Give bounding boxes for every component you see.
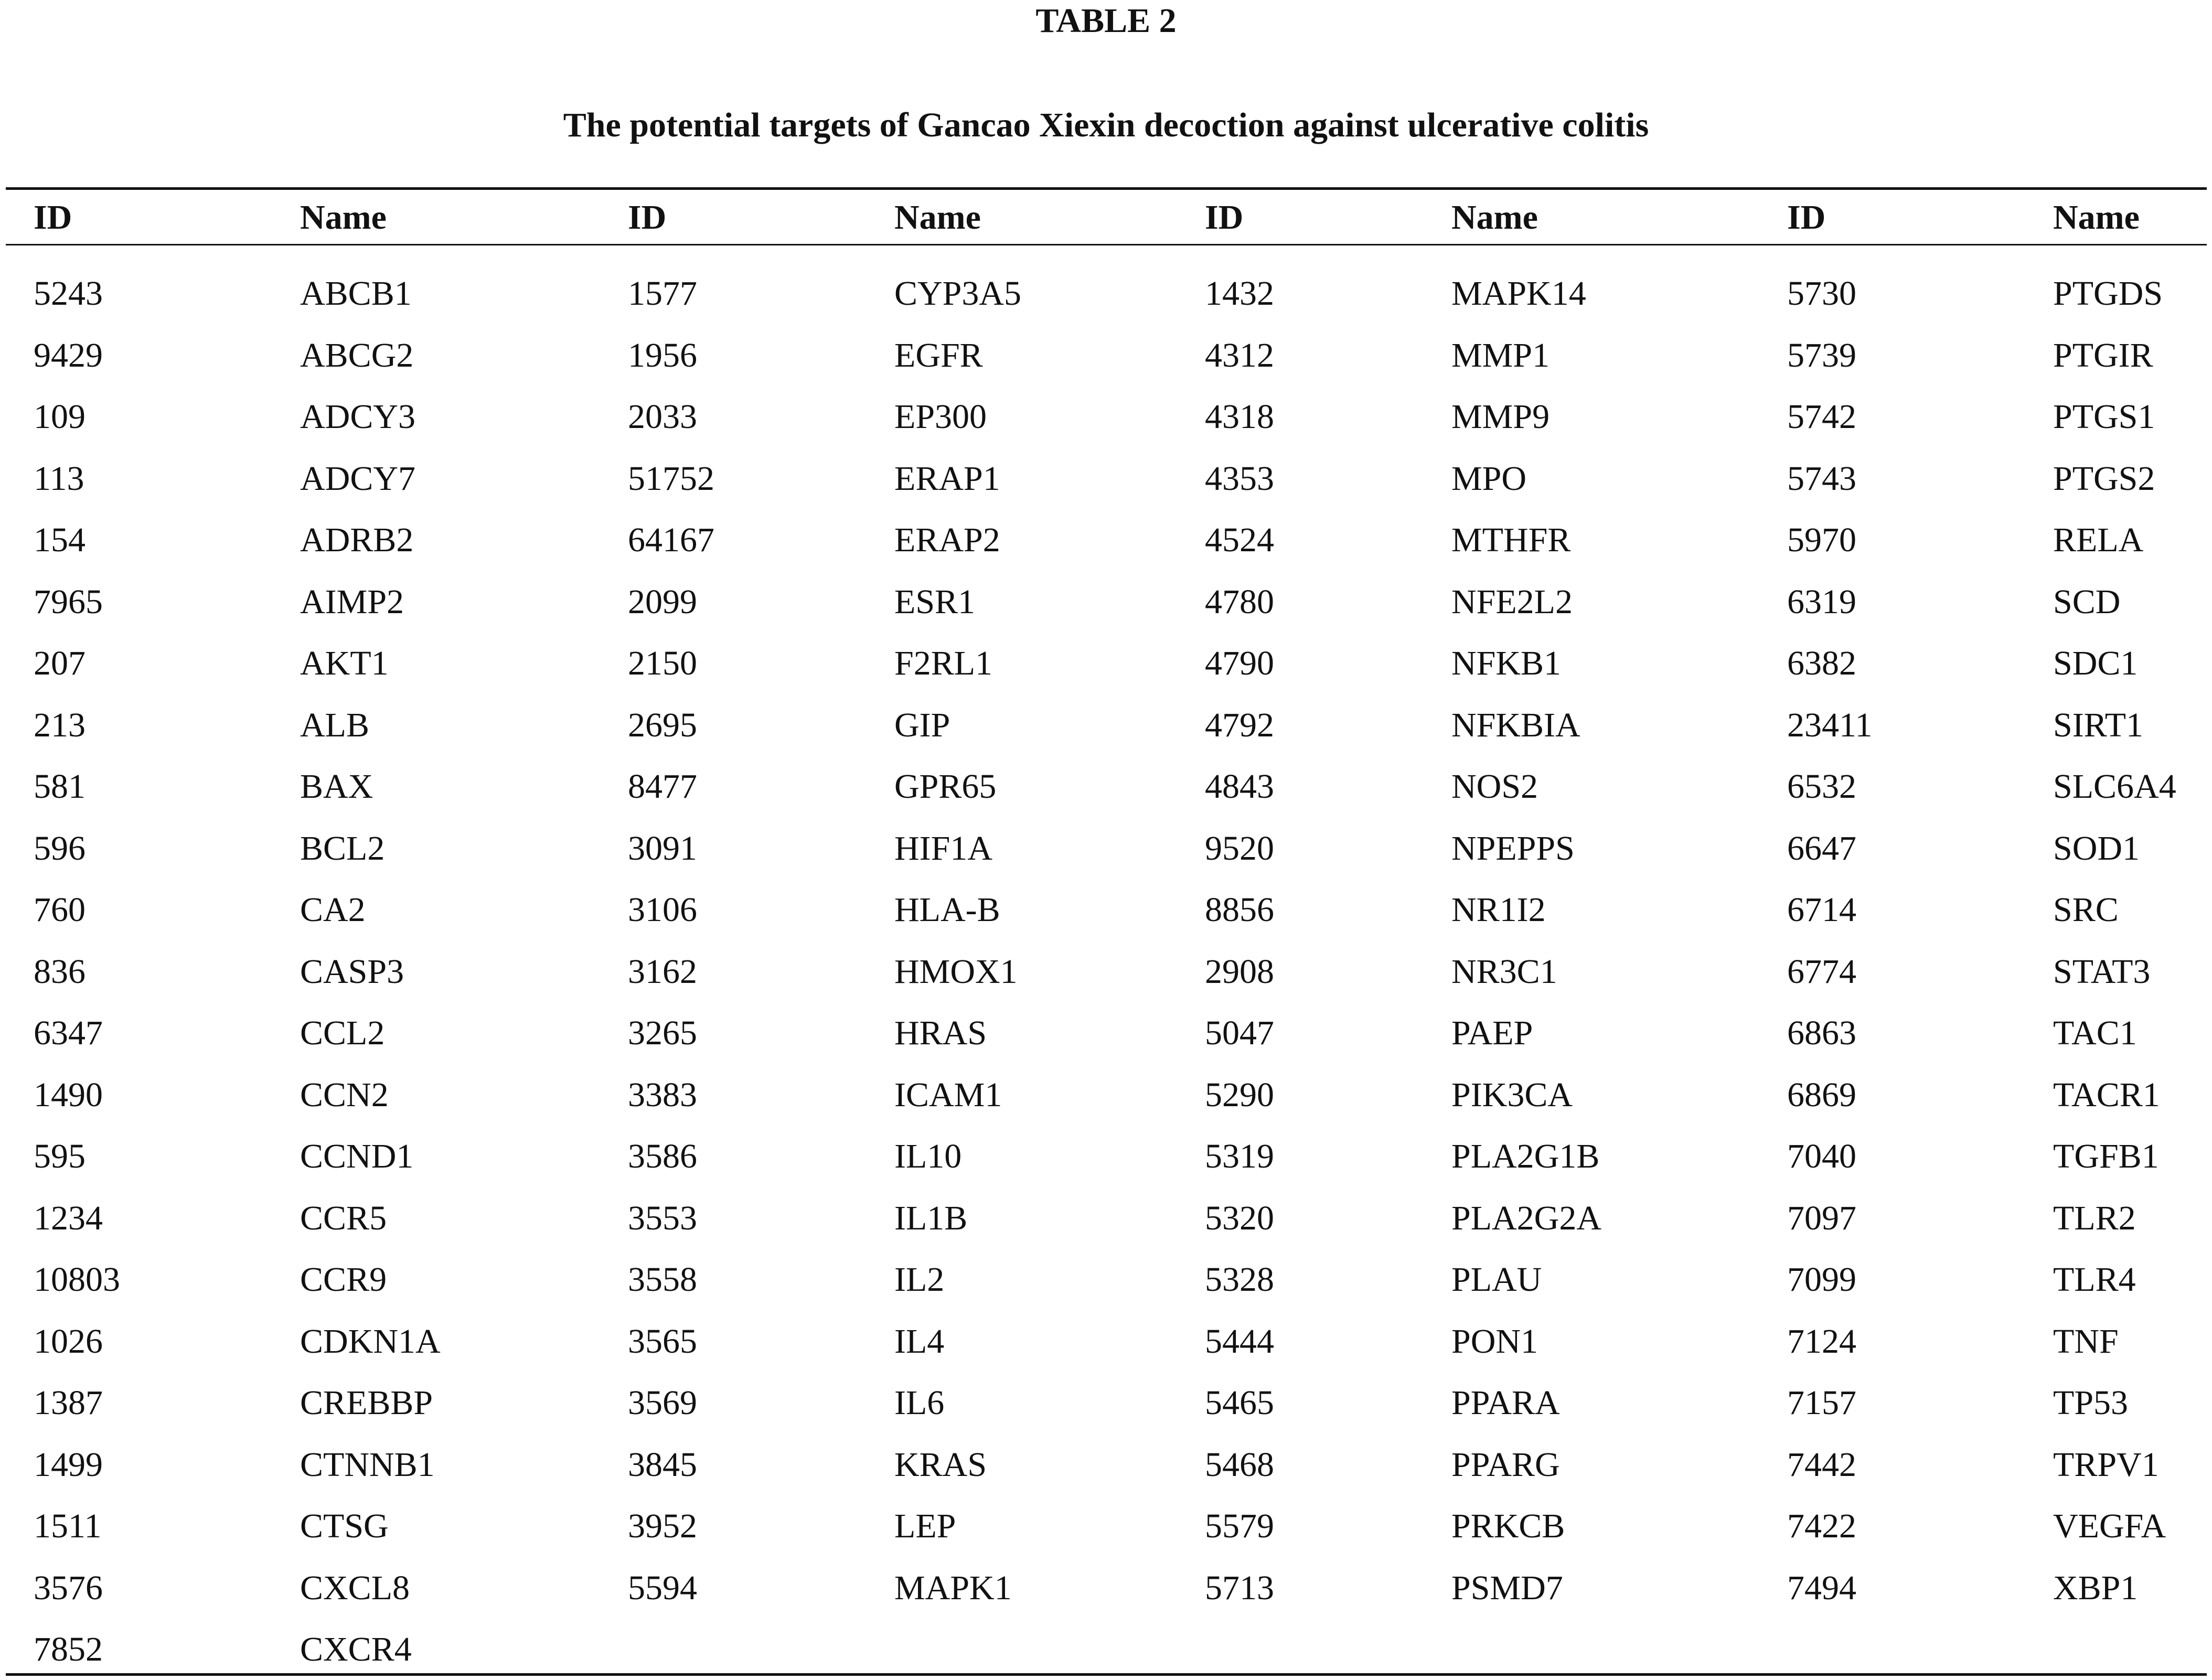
cell-gene-id: 3091 (628, 829, 697, 868)
cell-gene-name: CXCL8 (300, 1568, 410, 1607)
cell-gene-id: 5320 (1205, 1199, 1274, 1237)
cell-gene-name: PTGDS (2053, 274, 2163, 313)
cell-gene-id: 109 (34, 398, 86, 436)
cell-gene-id: 5468 (1205, 1445, 1274, 1484)
header-id: ID (628, 198, 667, 237)
cell-gene-id: 7422 (1787, 1507, 1856, 1545)
cell-gene-name: MMP9 (1451, 398, 1550, 436)
cell-gene-id: 6382 (1787, 644, 1856, 682)
cell-gene-name: SIRT1 (2053, 705, 2144, 744)
cell-gene-id: 6774 (1787, 952, 1856, 991)
header-name: Name (2053, 198, 2140, 237)
cell-gene-name: CASP3 (300, 952, 404, 991)
cell-gene-name: ADRB2 (300, 521, 414, 559)
cell-gene-id: 5713 (1205, 1568, 1274, 1607)
cell-gene-id: 7124 (1787, 1322, 1856, 1361)
header-bottom-rule (6, 244, 2207, 245)
cell-gene-id: 3106 (628, 891, 697, 929)
cell-gene-name: NOS2 (1451, 767, 1538, 806)
cell-gene-name: IL4 (894, 1322, 945, 1361)
cell-gene-name: CCN2 (300, 1075, 389, 1114)
cell-gene-name: CCL2 (300, 1014, 385, 1052)
cell-gene-id: 6347 (34, 1014, 103, 1052)
cell-gene-name: PRKCB (1451, 1507, 1565, 1545)
table-top-rule (6, 187, 2207, 190)
cell-gene-id: 1490 (34, 1075, 103, 1114)
cell-gene-id: 1956 (628, 336, 697, 374)
cell-gene-name: SCD (2053, 582, 2121, 621)
cell-gene-id: 207 (34, 644, 86, 682)
cell-gene-name: LEP (894, 1507, 956, 1545)
cell-gene-name: PTGIR (2053, 336, 2153, 374)
cell-gene-name: BCL2 (300, 829, 385, 868)
cell-gene-id: 1511 (34, 1507, 102, 1545)
cell-gene-name: CXCR4 (300, 1630, 412, 1668)
cell-gene-name: AKT1 (300, 644, 389, 682)
cell-gene-id: 4353 (1205, 459, 1274, 498)
cell-gene-name: PTGS1 (2053, 398, 2155, 436)
cell-gene-id: 2033 (628, 398, 697, 436)
cell-gene-id: 5742 (1787, 398, 1856, 436)
cell-gene-id: 3553 (628, 1199, 697, 1237)
cell-gene-name: XBP1 (2053, 1568, 2138, 1607)
cell-gene-id: 5739 (1787, 336, 1856, 374)
cell-gene-name: NPEPPS (1451, 829, 1575, 868)
cell-gene-name: ADCY7 (300, 459, 416, 498)
cell-gene-id: 5290 (1205, 1075, 1274, 1114)
cell-gene-id: 5594 (628, 1568, 697, 1607)
cell-gene-name: PLAU (1451, 1260, 1542, 1299)
cell-gene-name: CYP3A5 (894, 274, 1022, 313)
cell-gene-name: HRAS (894, 1014, 987, 1052)
cell-gene-name: RELA (2053, 521, 2144, 559)
cell-gene-name: ADCY3 (300, 398, 416, 436)
table-title: The potential targets of Gancao Xiexin decoction against ulcerative colitis (563, 106, 1649, 144)
cell-gene-name: PPARG (1451, 1445, 1560, 1484)
cell-gene-id: 3383 (628, 1075, 697, 1114)
cell-gene-id: 4790 (1205, 644, 1274, 682)
cell-gene-id: 3162 (628, 952, 697, 991)
cell-gene-id: 5730 (1787, 274, 1856, 313)
cell-gene-id: 3952 (628, 1507, 697, 1545)
cell-gene-name: TP53 (2053, 1384, 2129, 1422)
cell-gene-id: 7040 (1787, 1137, 1856, 1175)
cell-gene-name: SDC1 (2053, 644, 2138, 682)
cell-gene-name: TAC1 (2053, 1014, 2137, 1052)
cell-gene-id: 6532 (1787, 767, 1856, 806)
cell-gene-id: 581 (34, 767, 86, 806)
cell-gene-id: 2908 (1205, 952, 1274, 991)
cell-gene-id: 51752 (628, 459, 714, 498)
cell-gene-id: 213 (34, 705, 86, 744)
cell-gene-id: 5047 (1205, 1014, 1274, 1052)
cell-gene-name: STAT3 (2053, 952, 2151, 991)
cell-gene-id: 2150 (628, 644, 697, 682)
cell-gene-name: MAPK14 (1451, 274, 1586, 313)
header-id: ID (1205, 198, 1244, 237)
cell-gene-id: 1577 (628, 274, 697, 313)
cell-gene-name: HLA-B (894, 891, 1000, 929)
cell-gene-id: 5319 (1205, 1137, 1274, 1175)
cell-gene-name: ALB (300, 705, 369, 744)
cell-gene-name: IL10 (894, 1137, 962, 1175)
cell-gene-id: 6319 (1787, 582, 1856, 621)
cell-gene-id: 3265 (628, 1014, 697, 1052)
cell-gene-name: PIK3CA (1451, 1075, 1573, 1114)
cell-gene-id: 596 (34, 829, 86, 868)
cell-gene-name: ERAP1 (894, 459, 1000, 498)
cell-gene-name: EGFR (894, 336, 983, 374)
cell-gene-id: 3845 (628, 1445, 697, 1484)
cell-gene-name: TACR1 (2053, 1075, 2160, 1114)
cell-gene-id: 5970 (1787, 521, 1856, 559)
cell-gene-id: 3565 (628, 1322, 697, 1361)
cell-gene-id: 4318 (1205, 398, 1274, 436)
cell-gene-name: PPARA (1451, 1384, 1560, 1422)
cell-gene-id: 6863 (1787, 1014, 1856, 1052)
cell-gene-name: CREBBP (300, 1384, 433, 1422)
cell-gene-name: CCR9 (300, 1260, 387, 1299)
cell-gene-name: ABCB1 (300, 274, 412, 313)
cell-gene-name: SOD1 (2053, 829, 2140, 868)
cell-gene-id: 9520 (1205, 829, 1274, 868)
cell-gene-id: 7852 (34, 1630, 103, 1668)
cell-gene-id: 7097 (1787, 1199, 1856, 1237)
cell-gene-name: ABCG2 (300, 336, 414, 374)
cell-gene-name: PAEP (1451, 1014, 1533, 1052)
cell-gene-id: 3569 (628, 1384, 697, 1422)
cell-gene-id: 6647 (1787, 829, 1856, 868)
cell-gene-id: 760 (34, 891, 86, 929)
cell-gene-id: 3576 (34, 1568, 103, 1607)
cell-gene-name: GIP (894, 705, 950, 744)
cell-gene-id: 2695 (628, 705, 697, 744)
cell-gene-id: 9429 (34, 336, 103, 374)
cell-gene-id: 4524 (1205, 521, 1274, 559)
cell-gene-name: MPO (1451, 459, 1527, 498)
cell-gene-name: PSMD7 (1451, 1568, 1563, 1607)
cell-gene-name: ESR1 (894, 582, 976, 621)
cell-gene-id: 1234 (34, 1199, 103, 1237)
cell-gene-name: PON1 (1451, 1322, 1538, 1361)
cell-gene-id: 5579 (1205, 1507, 1274, 1545)
cell-gene-name: VEGFA (2053, 1507, 2166, 1545)
cell-gene-name: TLR2 (2053, 1199, 2136, 1237)
cell-gene-name: MAPK1 (894, 1568, 1012, 1607)
cell-gene-id: 7157 (1787, 1384, 1856, 1422)
cell-gene-id: 1499 (34, 1445, 103, 1484)
cell-gene-name: F2RL1 (894, 644, 993, 682)
cell-gene-name: HMOX1 (894, 952, 1018, 991)
cell-gene-id: 5328 (1205, 1260, 1274, 1299)
cell-gene-name: ERAP2 (894, 521, 1000, 559)
cell-gene-name: SRC (2053, 891, 2119, 929)
cell-gene-name: NFKBIA (1451, 705, 1580, 744)
cell-gene-name: TNF (2053, 1322, 2119, 1361)
cell-gene-id: 4843 (1205, 767, 1274, 806)
cell-gene-name: NFKB1 (1451, 644, 1562, 682)
cell-gene-id: 64167 (628, 521, 714, 559)
cell-gene-name: TLR4 (2053, 1260, 2136, 1299)
cell-gene-id: 1432 (1205, 274, 1274, 313)
cell-gene-name: CCND1 (300, 1137, 414, 1175)
cell-gene-id: 6714 (1787, 891, 1856, 929)
cell-gene-id: 7494 (1787, 1568, 1856, 1607)
cell-gene-id: 8477 (628, 767, 697, 806)
cell-gene-name: EP300 (894, 398, 987, 436)
cell-gene-id: 7099 (1787, 1260, 1856, 1299)
cell-gene-id: 3586 (628, 1137, 697, 1175)
cell-gene-id: 113 (34, 459, 84, 498)
cell-gene-id: 3558 (628, 1260, 697, 1299)
cell-gene-id: 8856 (1205, 891, 1274, 929)
cell-gene-id: 4312 (1205, 336, 1274, 374)
cell-gene-name: GPR65 (894, 767, 997, 806)
table-label: TABLE 2 (1035, 2, 1177, 40)
header-id: ID (1787, 198, 1826, 237)
cell-gene-id: 1026 (34, 1322, 103, 1361)
cell-gene-name: SLC6A4 (2053, 767, 2176, 806)
cell-gene-id: 595 (34, 1137, 86, 1175)
cell-gene-id: 4792 (1205, 705, 1274, 744)
header-id: ID (34, 198, 72, 237)
cell-gene-id: 7965 (34, 582, 103, 621)
cell-gene-name: PLA2G2A (1451, 1199, 1602, 1237)
cell-gene-name: MMP1 (1451, 336, 1550, 374)
cell-gene-name: CCR5 (300, 1199, 387, 1237)
header-name: Name (1451, 198, 1538, 237)
cell-gene-id: 836 (34, 952, 86, 991)
cell-gene-id: 10803 (34, 1260, 120, 1299)
cell-gene-name: AIMP2 (300, 582, 404, 621)
cell-gene-name: HIF1A (894, 829, 993, 868)
cell-gene-name: PLA2G1B (1451, 1137, 1600, 1175)
cell-gene-id: 7442 (1787, 1445, 1856, 1484)
cell-gene-name: CTNNB1 (300, 1445, 435, 1484)
cell-gene-name: TGFB1 (2053, 1137, 2159, 1175)
cell-gene-name: BAX (300, 767, 373, 806)
cell-gene-id: 5243 (34, 274, 103, 313)
cell-gene-id: 1387 (34, 1384, 103, 1422)
cell-gene-name: IL2 (894, 1260, 945, 1299)
cell-gene-name: TRPV1 (2053, 1445, 2159, 1484)
cell-gene-name: CA2 (300, 891, 366, 929)
cell-gene-name: ICAM1 (894, 1075, 1002, 1114)
cell-gene-name: KRAS (894, 1445, 987, 1484)
cell-gene-id: 23411 (1787, 705, 1873, 744)
cell-gene-name: PTGS2 (2053, 459, 2155, 498)
cell-gene-id: 5465 (1205, 1384, 1274, 1422)
cell-gene-name: IL6 (894, 1384, 945, 1422)
cell-gene-name: NR1I2 (1451, 891, 1546, 929)
cell-gene-id: 2099 (628, 582, 697, 621)
cell-gene-id: 6869 (1787, 1075, 1856, 1114)
cell-gene-name: MTHFR (1451, 521, 1571, 559)
cell-gene-name: NFE2L2 (1451, 582, 1573, 621)
cell-gene-name: CDKN1A (300, 1322, 441, 1361)
cell-gene-id: 154 (34, 521, 86, 559)
header-name: Name (300, 198, 387, 237)
header-name: Name (894, 198, 981, 237)
cell-gene-id: 5444 (1205, 1322, 1274, 1361)
cell-gene-name: IL1B (894, 1199, 968, 1237)
cell-gene-name: NR3C1 (1451, 952, 1557, 991)
cell-gene-id: 4780 (1205, 582, 1274, 621)
cell-gene-id: 5743 (1787, 459, 1856, 498)
cell-gene-name: CTSG (300, 1507, 389, 1545)
